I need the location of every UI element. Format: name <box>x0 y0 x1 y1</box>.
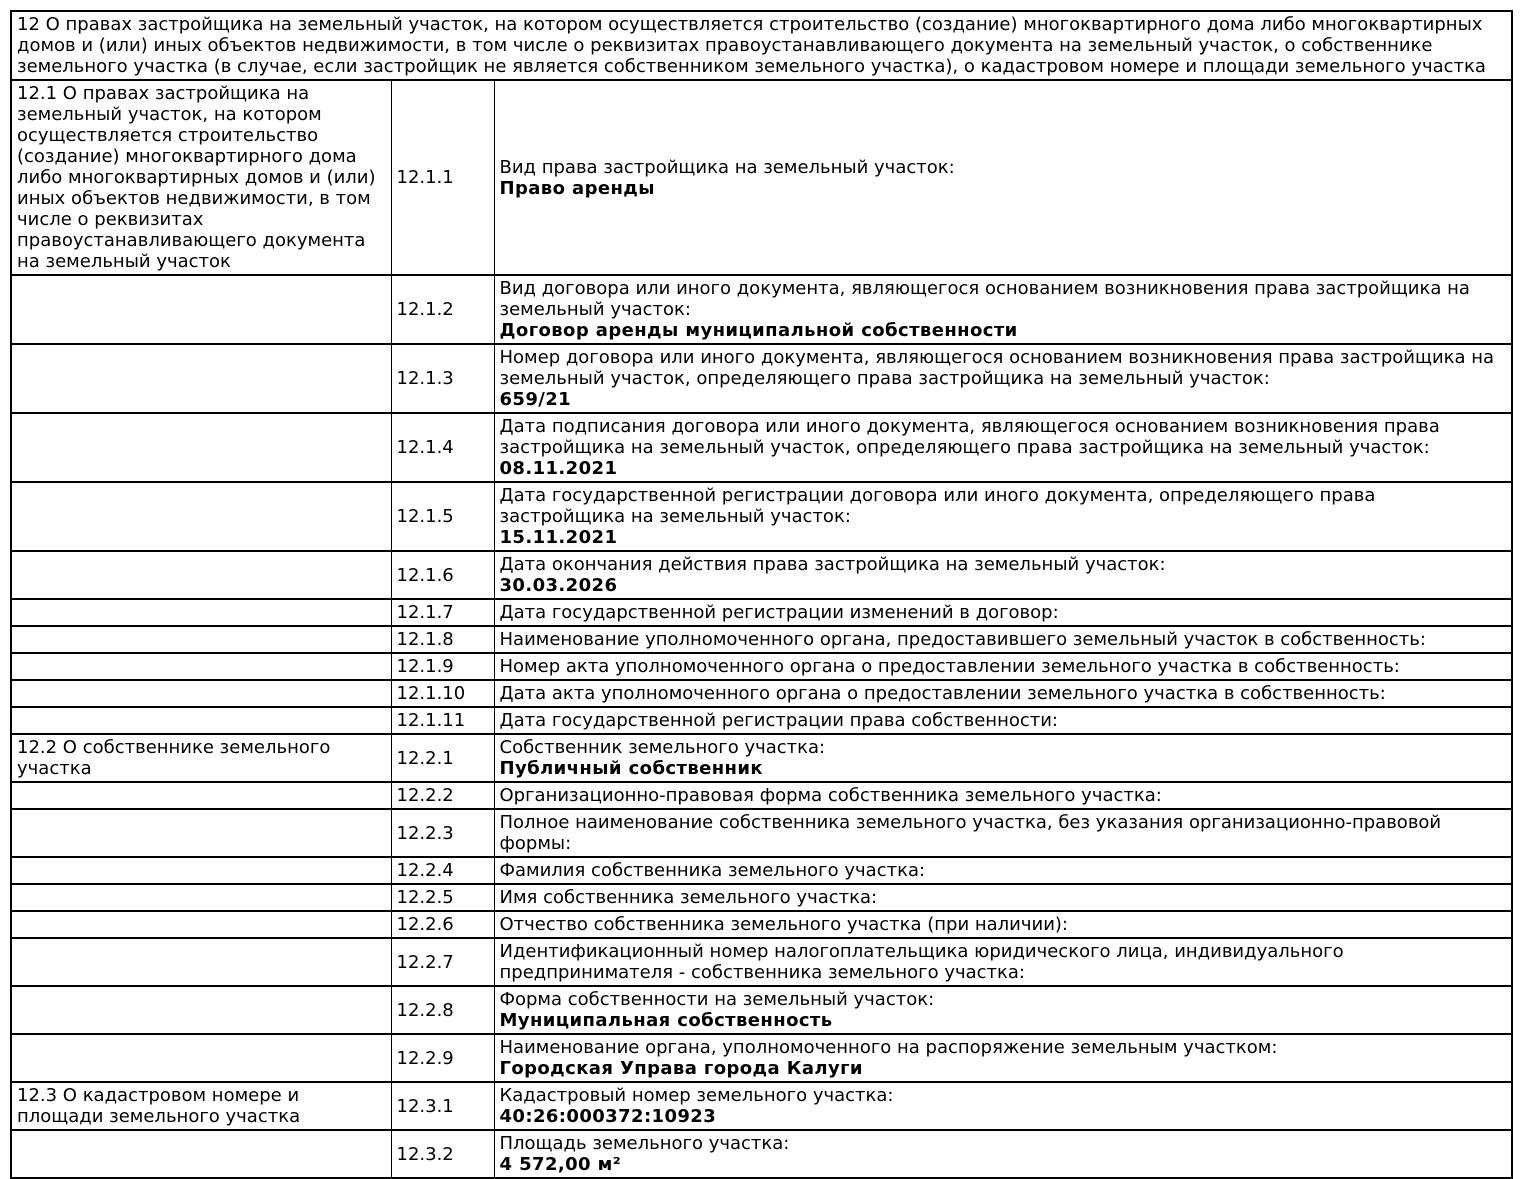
field-label: Дата государственной регистрации права собственности: <box>499 710 1059 731</box>
section-cell <box>11 782 391 809</box>
row-code: 12.1.1 <box>391 80 494 275</box>
section-cell <box>11 482 391 551</box>
section-cell <box>11 707 391 734</box>
declaration-table <box>10 10 1513 1179</box>
table-row <box>11 275 1512 344</box>
field-value: Городская Управа города Калуги <box>499 1058 863 1079</box>
row-content <box>494 1082 1512 1130</box>
field-label: Имя собственника земельного участка: <box>499 887 878 908</box>
section-cell <box>11 413 391 482</box>
section-cell <box>11 626 391 653</box>
field-label: Собственник земельного участка: <box>499 737 826 758</box>
row-content <box>494 884 1512 911</box>
row-content <box>494 1130 1512 1178</box>
section-cell <box>11 938 391 986</box>
row-content <box>494 938 1512 986</box>
section-cell <box>11 653 391 680</box>
row-code: 12.1.3 <box>391 344 494 413</box>
row-code: 12.2.1 <box>391 734 494 782</box>
row-content <box>494 782 1512 809</box>
row-content <box>494 413 1512 482</box>
field-label: Дата государственной регистрации договора или иного документа, определяющего права застройщика на земельный участок: <box>499 485 1376 527</box>
row-content <box>494 857 1512 884</box>
table-row <box>11 884 1512 911</box>
row-code: 12.1.7 <box>391 599 494 626</box>
row-content <box>494 680 1512 707</box>
section-cell <box>11 599 391 626</box>
table-row <box>11 344 1512 413</box>
table-row <box>11 1082 1512 1130</box>
section-cell <box>11 680 391 707</box>
row-code: 12.2.9 <box>391 1034 494 1082</box>
field-value: 659/21 <box>499 389 572 410</box>
section-header: 12 О правах застройщика на земельный участок, на котором осуществляется строительство (создание) многоквартирного дома либо многоквартирных домов и (или) иных объектов недвижимости, в том числе о реквизитах правоустанавливающего документа на земельный участок, о собственнике земельного участка (в случае, если застройщик не является собственником земельного участка), о кадастровом номере и площади земельного участка <box>11 11 1512 80</box>
field-label: Дата государственной регистрации изменений в договор: <box>499 602 1059 623</box>
declaration-table-body <box>11 80 1512 1178</box>
section-header-row <box>11 11 1512 80</box>
row-code: 12.1.4 <box>391 413 494 482</box>
row-content <box>494 344 1512 413</box>
field-value: Договор аренды муниципальной собственности <box>499 320 1018 341</box>
row-code: 12.1.8 <box>391 626 494 653</box>
field-value: 30.03.2026 <box>499 575 618 596</box>
row-code: 12.2.4 <box>391 857 494 884</box>
field-label: Форма собственности на земельный участок: <box>499 989 935 1010</box>
field-label: Номер договора или иного документа, являющегося основанием возникновения права застройщика на земельный участок, определяющего права застройщика на земельный участок: <box>499 347 1495 389</box>
row-content <box>494 482 1512 551</box>
row-code: 12.2.3 <box>391 809 494 857</box>
section-cell <box>11 275 391 344</box>
table-row <box>11 707 1512 734</box>
field-value: 40:26:000372:10923 <box>499 1106 717 1127</box>
field-label: Идентификационный номер налогоплательщика юридического лица, индивидуального предпринимателя - собственника земельного участка: <box>499 941 1344 983</box>
table-row <box>11 809 1512 857</box>
field-label: Организационно-правовая форма собственника земельного участка: <box>499 785 1162 806</box>
section-cell <box>11 1130 391 1178</box>
table-row <box>11 680 1512 707</box>
row-content <box>494 707 1512 734</box>
row-code: 12.1.11 <box>391 707 494 734</box>
row-code: 12.2.6 <box>391 911 494 938</box>
field-label: Вид права застройщика на земельный участок: <box>499 156 955 178</box>
row-content <box>494 80 1512 275</box>
row-code: 12.1.2 <box>391 275 494 344</box>
row-code: 12.1.5 <box>391 482 494 551</box>
table-row <box>11 626 1512 653</box>
row-code: 12.3.1 <box>391 1082 494 1130</box>
field-label: Отчество собственника земельного участка (при наличии): <box>499 914 1068 935</box>
section-cell <box>11 857 391 884</box>
field-label: Площадь земельного участка: <box>499 1133 790 1154</box>
table-row <box>11 482 1512 551</box>
field-label: Кадастровый номер земельного участка: <box>499 1085 894 1106</box>
table-row <box>11 599 1512 626</box>
field-label: Фамилия собственника земельного участка: <box>499 860 926 881</box>
table-row <box>11 734 1512 782</box>
row-content <box>494 626 1512 653</box>
field-label: Номер акта уполномоченного органа о предоставлении земельного участка в собственность: <box>499 656 1400 677</box>
row-content <box>494 911 1512 938</box>
table-row <box>11 911 1512 938</box>
field-label: Полное наименование собственника земельного участка, без указания организационно-правовой формы: <box>499 812 1442 854</box>
row-content <box>494 986 1512 1034</box>
field-value: 08.11.2021 <box>499 458 618 479</box>
field-value: Муниципальная собственность <box>499 1010 833 1031</box>
row-content <box>494 599 1512 626</box>
row-content <box>494 653 1512 680</box>
field-label: Дата акта уполномоченного органа о предоставлении земельного участка в собственность: <box>499 683 1386 704</box>
table-row <box>11 413 1512 482</box>
field-label: Наименование уполномоченного органа, предоставившего земельный участок в собственность: <box>499 629 1426 650</box>
row-code: 12.1.6 <box>391 551 494 599</box>
section-cell: 12.2 О собственнике земельного участка <box>11 734 391 782</box>
field-value: Публичный собственник <box>499 758 764 779</box>
row-code: 12.1.9 <box>391 653 494 680</box>
table-row <box>11 551 1512 599</box>
row-content <box>494 809 1512 857</box>
section-cell <box>11 551 391 599</box>
row-content <box>494 734 1512 782</box>
section-cell <box>11 986 391 1034</box>
field-value: 15.11.2021 <box>499 527 618 548</box>
table-row <box>11 986 1512 1034</box>
row-code: 12.2.2 <box>391 782 494 809</box>
field-label: Дата подписания договора или иного документа, являющегося основанием возникновения права застройщика на земельный участок, определяющего права застройщика на земельный участок: <box>499 416 1440 458</box>
row-code: 12.2.8 <box>391 986 494 1034</box>
section-cell <box>11 884 391 911</box>
section-cell: 12.3 О кадастровом номере и площади земельного участка <box>11 1082 391 1130</box>
field-value: 4 572,00 м² <box>499 1154 622 1175</box>
table-row <box>11 1034 1512 1082</box>
row-code: 12.3.2 <box>391 1130 494 1178</box>
row-content <box>494 275 1512 344</box>
table-row <box>11 938 1512 986</box>
section-cell <box>11 911 391 938</box>
field-label: Дата окончания действия права застройщика на земельный участок: <box>499 554 1166 575</box>
row-content <box>494 551 1512 599</box>
field-value: Право аренды <box>499 177 655 199</box>
table-row <box>11 653 1512 680</box>
row-code: 12.1.10 <box>391 680 494 707</box>
table-row <box>11 782 1512 809</box>
row-code: 12.2.7 <box>391 938 494 986</box>
row-content <box>494 1034 1512 1082</box>
table-row <box>11 80 1512 275</box>
row-code: 12.2.5 <box>391 884 494 911</box>
field-label: Вид договора или иного документа, являющегося основанием возникновения права застройщика на земельный участок: <box>499 278 1470 320</box>
section-cell <box>11 344 391 413</box>
section-cell: 12.1 О правах застройщика на земельный участок, на котором осуществляется строительство (создание) многоквартирного дома либо многоквартирных домов и (или) иных объектов недвижимости, в том числе о реквизитах правоустанавливающего документа на земельный участок <box>11 80 391 275</box>
section-cell <box>11 1034 391 1082</box>
section-cell <box>11 809 391 857</box>
table-row <box>11 1130 1512 1178</box>
field-label: Наименование органа, уполномоченного на распоряжение земельным участком: <box>499 1037 1278 1058</box>
table-row <box>11 857 1512 884</box>
